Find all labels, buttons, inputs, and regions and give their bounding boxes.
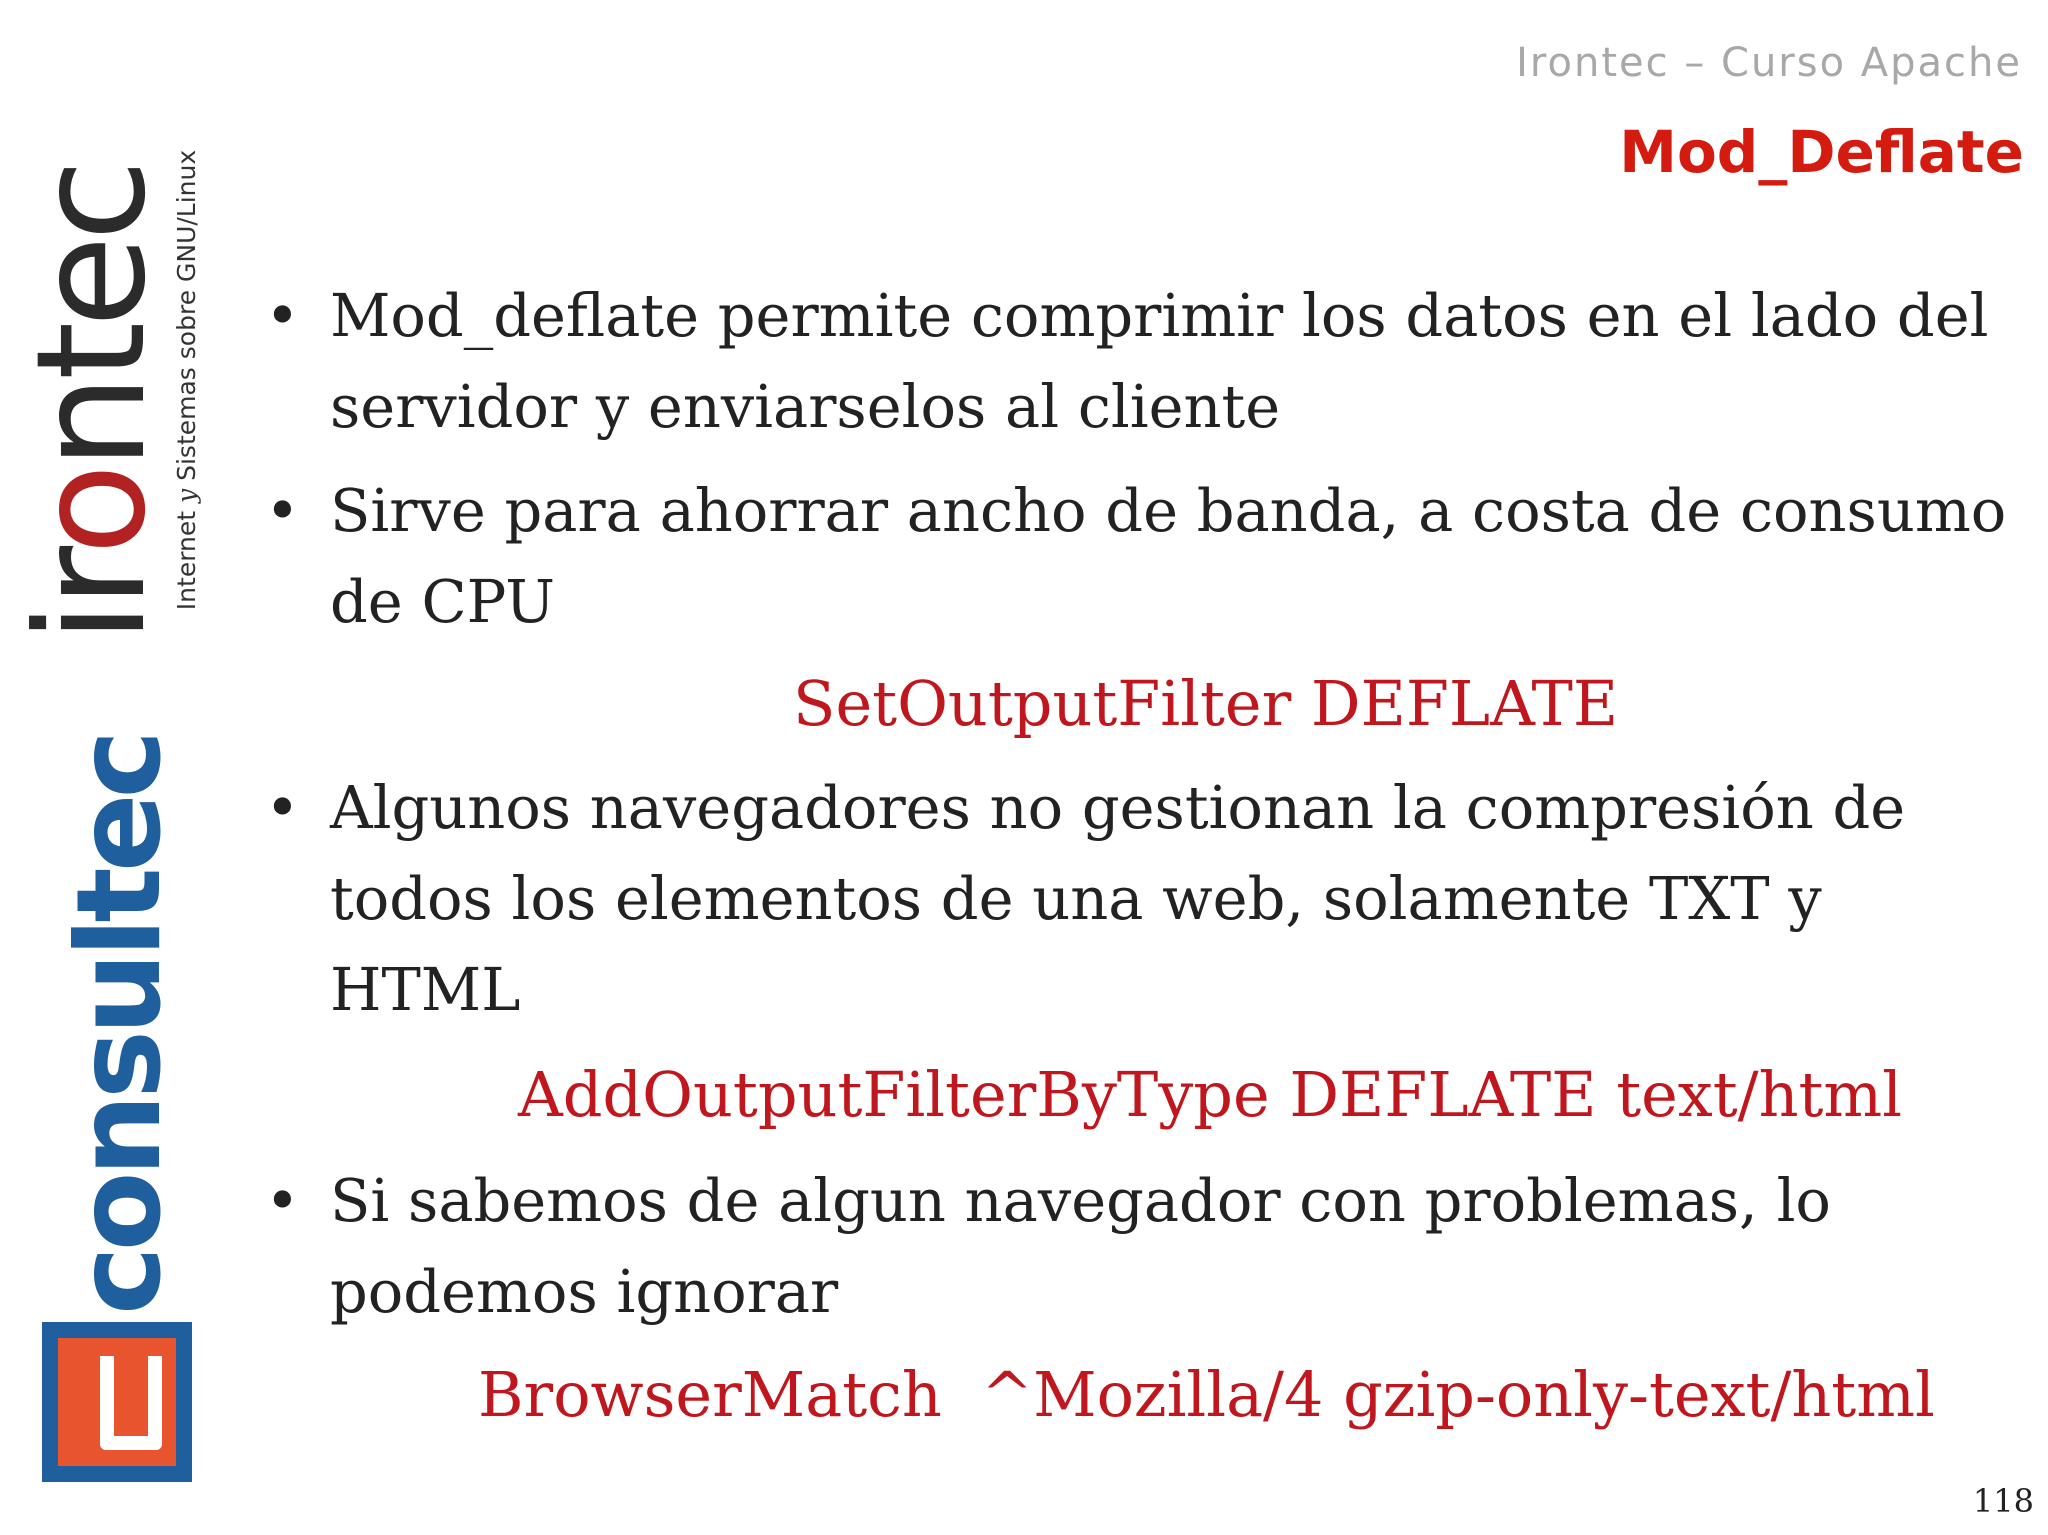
irontec-tagline [172, 80, 202, 680]
code-line: SetOutputFilter DEFLATE [793, 667, 1619, 740]
consultec-badge-inner [58, 1338, 176, 1466]
bullet-icon: • [265, 773, 300, 842]
consultec-logo: consultec [52, 734, 187, 1315]
bullet-text: Sirve para ahorrar ancho de banda, a costa de consumo de CPU [330, 476, 2007, 636]
tagline-after: Sistemas sobre GNU/Linux [172, 149, 201, 489]
bullet-text: Si sabemos de algun navegador con problemas, lo podemos ignorar [330, 1166, 1831, 1326]
bullet-icon: • [265, 1166, 300, 1235]
consultec-u-badge-icon [42, 1322, 192, 1482]
bullet-text: Algunos navegadores no gestionan la compresión de todos los elementos de una web, solamente TXT y HTML [330, 773, 1906, 1024]
irontec-logo-o: o [5, 469, 179, 556]
irontec-logo-prefix: ir [5, 555, 179, 644]
tagline-before: Internet [172, 502, 201, 611]
logo-column [0, 0, 215, 1535]
irontec-logo [5, 104, 179, 704]
page-title: Mod_Deflate [1619, 118, 2024, 186]
consultec-badge-u-shape [100, 1356, 162, 1450]
bullet-icon: • [265, 476, 300, 545]
bullet-item [265, 762, 2030, 1035]
bullet-item [265, 270, 2030, 452]
bullet-item [265, 465, 2030, 647]
bullet-item [265, 1155, 2030, 1337]
course-name: Irontec – Curso Apache [1516, 40, 2022, 86]
code-line: AddOutputFilterByType DEFLATE text/html [518, 1058, 1903, 1131]
bullet-text: Mod_deflate permite comprimir los datos en el lado del servidor y enviarselos al cliente [330, 281, 1989, 441]
bullet-icon: • [265, 281, 300, 350]
tagline-italic: y [172, 488, 201, 503]
code-line: BrowserMatch ^Mozilla/4 gzip-only-text/html [478, 1358, 1935, 1431]
page-number: 118 [1972, 1482, 2034, 1520]
irontec-logo-suffix: ntec [5, 164, 179, 470]
